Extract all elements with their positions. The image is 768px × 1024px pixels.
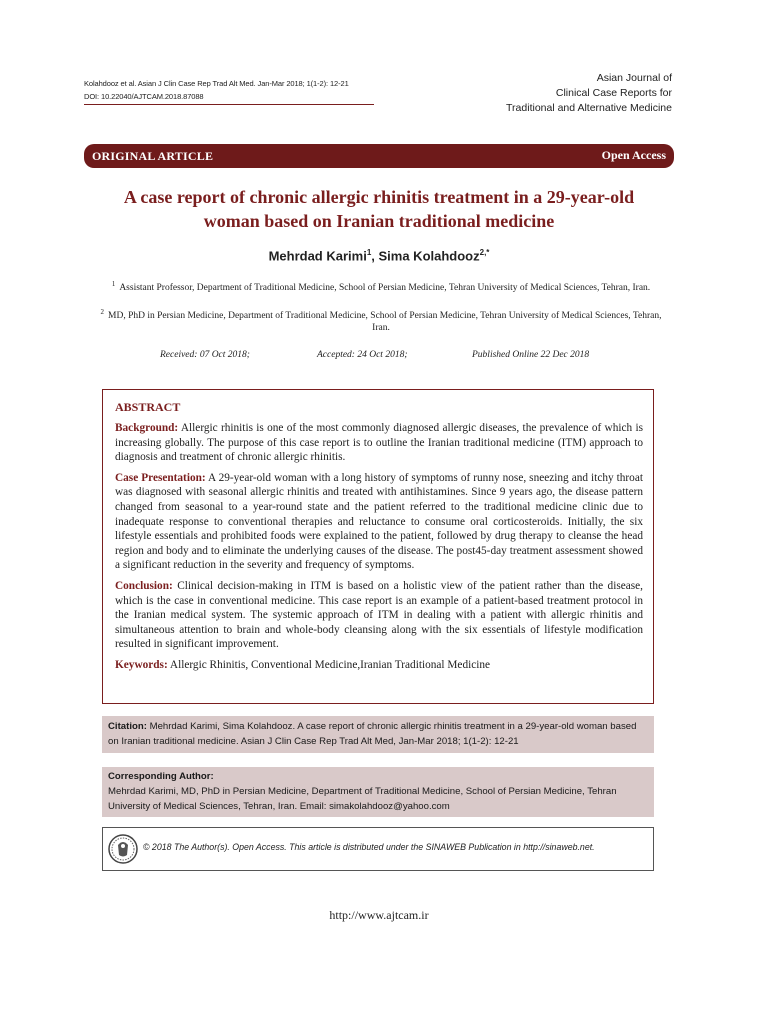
article-type-label: ORIGINAL ARTICLE [92,149,214,163]
conclusion-text: Clinical decision-making in ITM is based on a holistic view of the patient rather than the disease, which is the case in conventional medicine. This case report is an example of a patient-based treatment protocol in the Iranian medical system. The systemic approach of ITM in dealing with a patient with allergic rhinitis and simultaneous attention to brain and whole-body cleansing along with the six essentials of lifestyle modification resulted in significant improvement. [115,579,643,651]
title-line2: woman based on Iranian traditional medicine [203,211,555,231]
author-1: Mehrdad Karimi [268,248,367,264]
abstract-box [102,389,654,704]
affiliation-1-text: Assistant Professor, Department of Traditional Medicine, School of Persian Medicine, Tehran University of Medical Sciences, Tehran, Iran. [119,283,651,294]
running-header [84,77,349,103]
publisher-seal-icon [107,831,139,867]
license-text: © 2018 The Author(s). Open Access. This article is distributed under the SINAWEB Publication in http://sinaweb.net. [143,842,595,852]
author-2-affiliation: 2,* [479,248,490,257]
doi-line[interactable]: DOI: 10.22040/AJTCAM.2018.87088 [84,92,204,101]
abstract-keywords [115,658,643,673]
citation-label: Citation: [108,721,147,732]
corresponding-author-text: Mehrdad Karimi, MD, PhD in Persian Medicine, Department of Traditional Medicine, School of Persian Medicine, Tehran University of Medical Sciences, Tehran, Iran. Email: simakolahdooz@yahoo.com [108,786,617,812]
corresponding-author-label: Corresponding Author: [108,771,214,782]
keywords-text: Allergic Rhinitis, Conventional Medicine,Iranian Traditional Medicine [167,658,491,671]
header-rule [84,104,374,105]
license-box [102,827,654,871]
abstract-case-presentation [115,471,643,573]
open-access-label: Open Access [601,148,666,162]
journal-name-line3: Traditional and Alternative Medicine [506,102,672,114]
author-separator: , [371,248,379,264]
background-text: Allergic rhinitis is one of the most commonly diagnosed allergic diseases, the prevalence of which is increasing globally. The purpose of this case report is to outline the Iranian traditional medicine (ITM) approach to diagnosis and treatment of chronic allergic rhinitis. [115,422,643,464]
article-type-banner [84,144,674,168]
received-date: Received: 07 Oct 2018; [160,350,250,360]
author-1-affiliation: 1 [366,248,372,257]
article-title [84,185,674,233]
case-presentation-text: A 29-year-old woman with a long history of symptoms of runny nose, sneezing and itchy throat was diagnosed with seasonal allergic rhinitis and treated with antihistamines. Since 9 years ago, the disease pattern changed from seasonal to a year-round state and the patient referred to the traditional medicine clinic due to inadequate response to conventional therapies and reluctance to consume oral corticosteroids. Initially, the six lifestyle essentials and prohibited foods were explained to the patient, followed by drug therapy to cleanse the head region and body and to eliminate the underlying causes of the disease. The post45-day treatment assessment showed a significant reduction in the severity and frequency of symptoms. [115,471,643,572]
author-list [84,248,674,263]
affiliation-2-text: MD, PhD in Persian Medicine, Department of Traditional Medicine, School of Persian Medicine, Tehran University of Medical Sciences, Tehran, Iran. [108,311,662,334]
accepted-date: Accepted: 24 Oct 2018; [317,350,408,360]
corresponding-author-box [102,767,654,817]
journal-url[interactable]: http://www.ajtcam.ir [329,908,429,922]
journal-name-line1: Asian Journal of [596,72,672,84]
journal-name [506,71,672,116]
conclusion-label: Conclusion: [115,579,173,592]
case-presentation-label: Case Presentation: [115,471,206,484]
author-2: Sima Kolahdooz [378,248,480,264]
abstract-heading: ABSTRACT [115,400,181,414]
affiliation-2-number: 2 [100,308,105,316]
published-date: Published Online 22 Dec 2018 [472,350,590,360]
background-label: Background: [115,422,179,434]
abstract-conclusion [115,579,643,652]
citation-box [102,716,654,753]
affiliation-1 [96,278,666,294]
journal-name-line2: Clinical Case Reports for [555,87,672,99]
abstract-background [115,421,643,465]
citation-text: Mehrdad Karimi, Sima Kolahdooz. A case report of chronic allergic rhinitis treatment in a 29-year-old woman based on Iranian traditional medicine. Asian J Clin Case Rep Trad Alt Med, Jan-Mar 2018; 1(1-2): 12-21 [108,721,637,747]
affiliation-1-number: 1 [111,280,116,288]
keywords-label: Keywords: [115,658,168,671]
journal-citation-line: Kolahdooz et al. Asian J Clin Case Rep Trad Alt Med. Jan-Mar 2018; 1(1-2): 12-21 [84,79,349,88]
affiliation-2 [96,306,666,334]
title-line1: A case report of chronic allergic rhinitis treatment in a 29-year-old [123,187,635,207]
